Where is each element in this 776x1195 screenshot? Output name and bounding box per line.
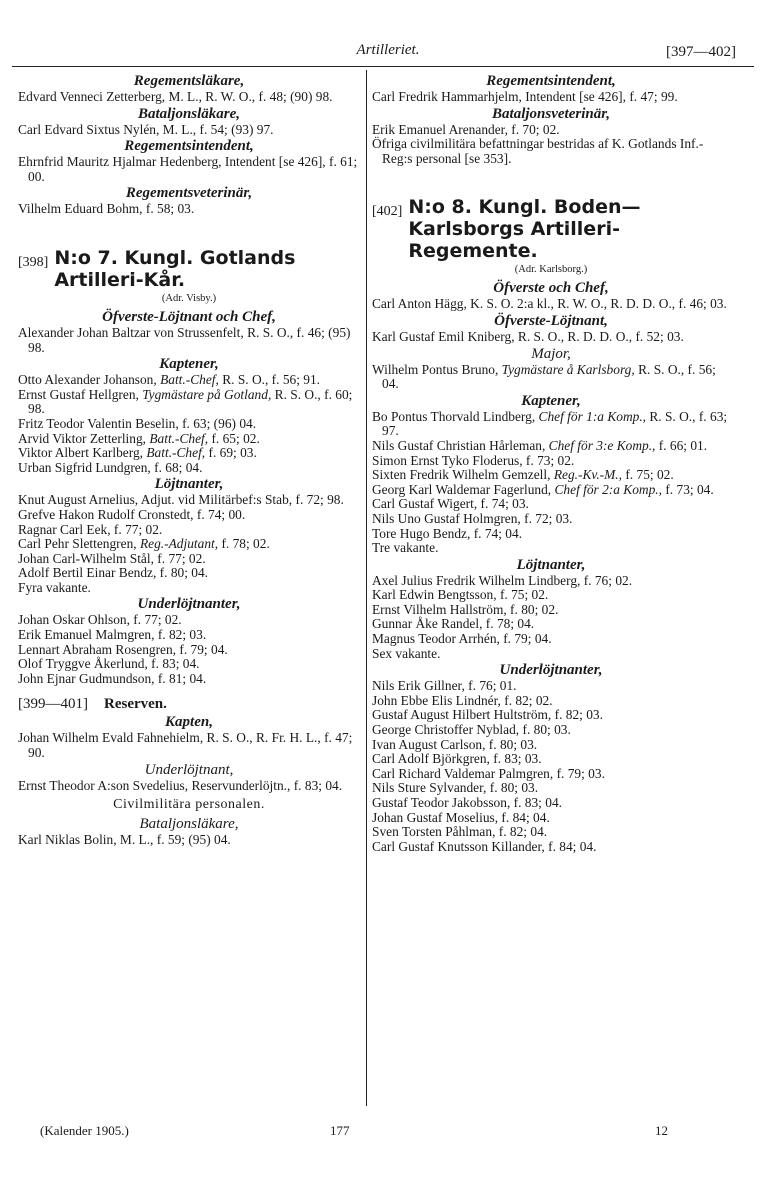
entry: Fritz Teodor Valentin Beselin, f. 63; (96) 04.	[18, 415, 257, 431]
rank-heading: Kaptener,	[521, 392, 581, 409]
entry: Carl Adolf Björkgren, f. 83; 03.	[372, 751, 542, 767]
entry: Johan Wilhelm Evald Fahnehielm, R. S. O., R. Fr. H. L., f. 47; 90.	[18, 730, 353, 761]
rank-heading: Regementsveterinär,	[125, 185, 253, 202]
rank-heading: Kaptener,	[159, 356, 219, 373]
rank-heading: Bataljonsveterinär,	[492, 105, 610, 122]
entry: Ernst Theodor A:son Svedelius, Reservunderlöjtn., f. 83; 04.	[18, 777, 343, 793]
entry: Gustaf August Hilbert Hultström, f. 82; 03.	[372, 707, 603, 723]
entry: George Christoffer Nyblad, f. 80; 03.	[372, 722, 571, 738]
entry: Knut August Arnelius, Adjut. vid Militärbef:s Stab, f. 72; 98.	[18, 492, 344, 508]
regiment-name: N:o 7. Kungl. Gotlands Artilleri-Kår.	[54, 246, 296, 291]
entry: Lennart Abraham Rosengren, f. 79; 04.	[18, 641, 228, 657]
rank-heading: Regementsintendent,	[124, 138, 254, 155]
rank-heading: Underlöjtnant,	[144, 761, 234, 778]
rank-heading: Regementsintendent,	[486, 73, 616, 89]
entry: Karl Edwin Bengtsson, f. 75; 02.	[372, 587, 549, 603]
entry: Grefve Hakon Rudolf Cronstedt, f. 74; 00.	[18, 506, 246, 522]
entry: John Ebbe Elis Lindnér, f. 82; 02.	[372, 692, 553, 708]
entry: Carl Pehr Slettengren, Reg.-Adjutant, f. 78; 02.	[18, 536, 270, 552]
page-number: 177	[330, 1123, 350, 1138]
page-header	[0, 42, 776, 66]
rank-heading: Bataljonsläkare,	[139, 816, 239, 833]
entry: Sven Torsten Påhlman, f. 82; 04.	[372, 824, 548, 840]
entry: Edvard Venneci Zetterberg, M. L., R. W. O., f. 48; (90) 98.	[18, 89, 333, 104]
entry: Nils Sture Sylvander, f. 80; 03.	[372, 780, 539, 796]
rank-heading: Regementsläkare,	[133, 73, 245, 89]
running-title: Artilleriet.	[356, 42, 420, 58]
entry: Magnus Teodor Arrhén, f. 79; 04.	[372, 631, 552, 647]
reserve-title: Reserven.	[104, 696, 167, 713]
entry: Carl Edvard Sixtus Nylén, M. L., f. 54; (93) 97.	[18, 121, 274, 137]
entry: Gustaf Teodor Jakobsson, f. 83; 04.	[372, 795, 562, 810]
column-divider	[366, 70, 367, 1106]
entry: Olof Tryggve Åkerlund, f. 83; 04.	[18, 656, 200, 672]
regiment-name: N:o 8. Kungl. Boden—Karlsborgs Artilleri-Regemente.	[408, 196, 641, 263]
regiment-heading	[372, 196, 730, 262]
entry: Ernst Vilhelm Hallström, f. 80; 02.	[372, 601, 559, 617]
section-number: [399—401]	[18, 696, 88, 713]
entry: Öfriga civilmilitära befattningar bestridas af K. Gotlands Inf.-Reg:s personal [se 353].	[372, 136, 704, 166]
entry: Ivan August Carlson, f. 80; 03.	[372, 736, 538, 752]
rank-heading: Major,	[531, 345, 571, 362]
entry: Otto Alexander Johanson, Batt.-Chef, R. S. O., f. 56; 91.	[18, 372, 321, 388]
entry: Erik Emanuel Malmgren, f. 82; 03.	[18, 627, 207, 643]
entry: Alexander Johan Baltzar von Strussenfelt, R. S. O., f. 46; (95) 98.	[18, 324, 351, 355]
section-number: [398]	[18, 254, 49, 270]
entry: Viktor Albert Karlberg, Batt.-Chef, f. 69; 03.	[18, 445, 257, 461]
entry: Johan Gustaf Moselius, f. 84; 04.	[372, 809, 550, 825]
entry: John Ejnar Gudmundson, f. 81; 04.	[18, 670, 207, 686]
entry: Johan Carl-Wilhelm Stål, f. 77; 02.	[18, 550, 206, 566]
entry: Axel Julius Fredrik Wilhelm Lindberg, f. 76; 02.	[372, 572, 633, 588]
entry: Nils Gustaf Christian Hårleman, Chef för 3:e Komp., f. 66; 01.	[372, 437, 708, 453]
entry: Carl Fredrik Hammarhjelm, Intendent [se 426], f. 47; 99.	[372, 89, 678, 104]
entry: Wilhelm Pontus Bruno, Tygmästare å Karlsborg, R. S. O., f. 56; 04.	[372, 361, 716, 392]
section-range: [397—402]	[666, 44, 736, 60]
footer-calendar: (Kalender 1905.)	[40, 1123, 129, 1138]
page-footer	[0, 1123, 776, 1143]
right-column	[372, 72, 730, 854]
entry: Carl Gustaf Knutsson Killander, f. 84; 04.	[372, 838, 597, 854]
entry: Bo Pontus Thorvald Lindberg, Chef för 1:a Komp., R. S. O., f. 63; 97.	[372, 408, 728, 439]
civilian-heading: Civilmilitära personalen.	[113, 797, 265, 813]
sheet-number: 12	[655, 1123, 668, 1138]
rank-heading: Underlöjtnanter,	[499, 662, 603, 679]
entry: Carl Richard Valdemar Palmgren, f. 79; 03.	[372, 765, 605, 781]
entry: Ernst Gustaf Hellgren, Tygmästare på Gotland, R. S. O., f. 60; 98.	[18, 386, 353, 417]
entry: Karl Gustaf Emil Kniberg, R. S. O., R. D. D. O., f. 52; 03.	[372, 328, 684, 344]
rank-heading: Öfverste-Löjtnant,	[494, 312, 608, 329]
entry: Sixten Fredrik Wilhelm Gemzell, Reg.-Kv.-M., f. 75; 02.	[372, 467, 674, 483]
entry: Gunnar Åke Randel, f. 78; 04.	[372, 616, 535, 632]
entry: Karl Niklas Bolin, M. L., f. 59; (95) 04.	[18, 832, 231, 848]
entry: Nils Uno Gustaf Holmgren, f. 72; 03.	[372, 510, 573, 526]
entry: Tore Hugo Bendz, f. 74; 04.	[372, 525, 523, 541]
rank-heading: Kapten,	[165, 714, 213, 731]
entry: Simon Ernst Tyko Floderus, f. 73; 02.	[372, 452, 575, 468]
entry: Carl Anton Hägg, K. S. O. 2:a kl., R. W. O., R. D. D. O., f. 46; 03.	[372, 296, 727, 312]
entry: Johan Oskar Ohlson, f. 77; 02.	[18, 612, 182, 628]
regiment-heading	[18, 247, 360, 291]
entry: Ragnar Carl Eek, f. 77; 02.	[18, 521, 163, 537]
address: (Adr. Karlsborg.)	[514, 264, 588, 276]
entry: Tre vakante.	[372, 540, 439, 556]
entry: Carl Gustaf Wigert, f. 74; 03.	[372, 496, 529, 512]
rank-heading: Löjtnanter,	[154, 476, 224, 493]
entry: Adolf Bertil Einar Bendz, f. 80; 04.	[18, 565, 209, 581]
entry: Georg Karl Waldemar Fagerlund, Chef för 2:a Komp., f. 73; 04.	[372, 481, 714, 497]
left-column	[18, 72, 360, 848]
rank-heading: Öfverste-Löjtnant och Chef,	[102, 308, 276, 325]
entry: Erik Emanuel Arenander, f. 70; 02.	[372, 121, 560, 137]
entry: Nils Erik Gillner, f. 76; 01.	[372, 678, 517, 694]
rank-heading: Underlöjtnanter,	[137, 596, 241, 613]
entry: Arvid Viktor Zetterling, Batt.-Chef, f. 65; 02.	[18, 430, 260, 446]
entry: Urban Sigfrid Lundgren, f. 68; 04.	[18, 459, 203, 475]
rank-heading: Löjtnanter,	[516, 556, 586, 573]
entry: Vilhelm Eduard Bohm, f. 58; 03.	[18, 201, 195, 217]
entry: Sex vakante.	[372, 645, 441, 661]
address: (Adr. Visby.)	[161, 292, 217, 304]
entry: Ehrnfrid Mauritz Hjalmar Hedenberg, Intendent [se 426], f. 61; 00.	[18, 154, 358, 184]
rank-heading: Bataljonsläkare,	[137, 105, 241, 122]
reserve-heading	[18, 696, 360, 713]
section-number: [402]	[372, 204, 403, 220]
rank-heading: Öfverste och Chef,	[493, 280, 609, 297]
entry: Fyra vakante.	[18, 579, 91, 595]
header-rule	[12, 66, 754, 67]
